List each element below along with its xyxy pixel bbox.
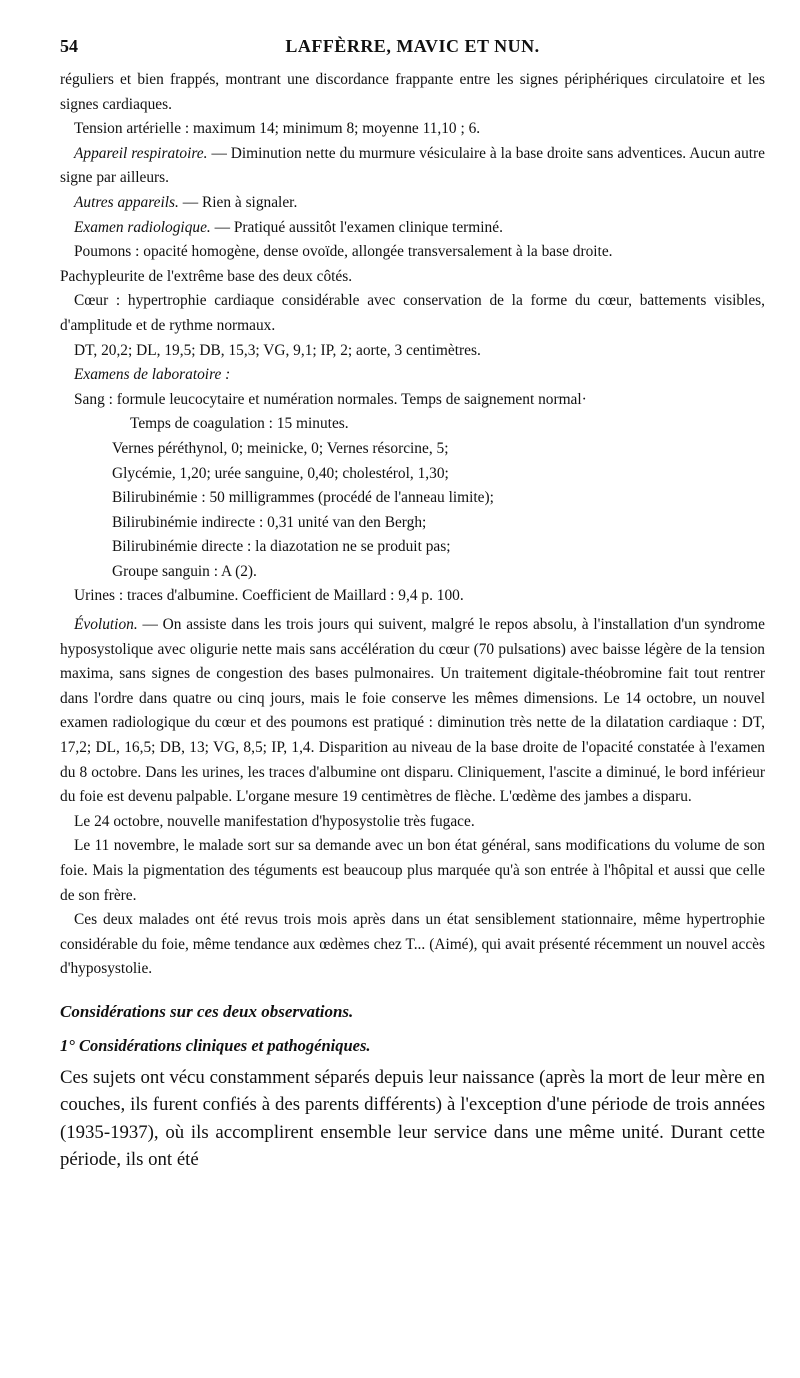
paragraph <box>60 216 765 241</box>
paragraph: Ces sujets ont vécu constamment séparés depuis leur naissance (après la mort de leur mère en couches, ils furent confiés à des parents différents) à l'exception d'une période de trois années (1935-1937), où ils accomplirent ensemble leur service dans une même unité. Durant cette période, ils ont été <box>60 1066 765 1171</box>
paragraph-text: — Rien à signaler. <box>178 193 298 211</box>
paragraph: DT, 20,2; DL, 19,5; DB, 15,3; VG, 9,1; IP, 2; aorte, 3 centimètres. <box>74 341 481 359</box>
paragraph-label: Appareil respiratoire. <box>74 144 208 162</box>
lab-urines: Urines : traces d'albumine. Coefficient de Maillard : 9,4 p. 100. <box>74 587 464 605</box>
lab-sang-list <box>60 412 765 584</box>
lab-line: Glycémie, 1,20; urée sanguine, 0,40; cholestérol, 1,30; <box>112 464 449 482</box>
lab-sang: Sang : formule leucocytaire et numération normales. Temps de saignement normal· <box>74 390 587 408</box>
lab-line: Bilirubinémie directe : la diazotation ne se produit pas; <box>112 538 451 556</box>
paragraph-text: — Diminution nette du murmure vésiculaire à la base droite sans adventices. Aucun autre signe par ailleurs. <box>60 144 766 187</box>
page <box>60 28 765 1174</box>
paragraph-text: — Pratiqué aussitôt l'examen clinique terminé. <box>210 218 503 236</box>
paragraph <box>60 142 765 191</box>
lab-line: Bilirubinémie indirecte : 0,31 unité van den Bergh; <box>112 513 427 531</box>
paragraph-label: Examen radiologique. <box>74 218 211 236</box>
lab-line: Vernes péréthynol, 0; meinicke, 0; Vernes résorcine, 5; <box>112 439 449 457</box>
lab-line: Temps de coagulation : 15 minutes. <box>130 415 349 433</box>
section-body <box>60 1064 765 1174</box>
page-header <box>60 28 765 68</box>
paragraph <box>60 191 765 216</box>
body-text <box>60 68 765 982</box>
page-number: 54 <box>60 36 78 56</box>
paragraph: réguliers et bien frappés, montrant une discordance frappante entre les signes périphériques circulatoire et les signes cardiaques. <box>60 71 765 113</box>
lab-line: Bilirubinémie : 50 milligrammes (procédé de l'anneau limite); <box>112 489 494 507</box>
lab-line: Groupe sanguin : A (2). <box>112 562 257 580</box>
paragraph: Pachypleurite de l'extrême base des deux côtés. <box>60 267 353 285</box>
section-title: Considérations sur ces deux observations. <box>60 1001 354 1021</box>
paragraph-label: Autres appareils. <box>74 193 179 211</box>
paragraph-label: Examens de laboratoire : <box>74 366 231 384</box>
paragraph: Le 11 novembre, le malade sort sur sa demande avec un bon état général, sans modifications du volume de son foie. Mais la pigmentation des téguments est beaucoup plus marquée qu'à son entrée à l'hôpital et aussi que celle de son frère. <box>60 837 765 904</box>
paragraph: Cœur : hypertrophie cardiaque considérable avec conservation de la forme du cœur, battements visibles, d'amplitude et de rythme normaux. <box>60 292 765 334</box>
paragraph-text: — On assiste dans les trois jours qui suivent, malgré le repos absolu, à l'installation d'un syndrome hyposystolique avec oligurie nette mais sans accélération du cœur (70 pulsations) avec baisse légère de la tension maxima, sans signes de congestion des bases pulmonaires. Un traitement digitale-théobromine fait tout rentrer dans l'ordre dans quatre ou cinq jours, mais le foie conserve les mêmes dimensions. Le 14 octobre, un nouvel examen radiologique du cœur et des poumons est pratiqué : diminution très nette de la dilatation cardiaque : DT, 17,2; DL, 16,5; DB, 13; VG, 8,5; IP, 1,4. Disparition au niveau de la base droite de l'opacité constatée à l'examen du 8 octobre. Dans les urines, les traces d'albumine ont disparu. Cliniquement, l'ascite a diminué, le bord inférieur du foie est devenu palpable. L'organe mesure 19 centimètres de flèche. L'œdème des jambes a disparu. <box>60 616 765 806</box>
paragraph: Poumons : opacité homogène, dense ovoïde, allongée transversalement à la base droite. <box>74 243 613 261</box>
running-head: LAFFÈRRE, MAVIC ET NUN. <box>285 36 540 56</box>
paragraph-label: Évolution. <box>74 616 138 634</box>
paragraph: Tension artérielle : maximum 14; minimum 8; moyenne 11,10 ; 6. <box>74 120 481 138</box>
paragraph: Le 24 octobre, nouvelle manifestation d'hyposystolie très fugace. <box>74 812 475 830</box>
subsection-title: 1° Considérations cliniques et pathogéniques. <box>60 1035 371 1055</box>
paragraph: Ces deux malades ont été revus trois mois après dans un état sensiblement stationnaire, même hypertrophie considérable du foie, même tendance aux œdèmes chez T... (Aimé), qui avait présenté récemment un nouvel accès d'hyposystolie. <box>60 911 765 978</box>
paragraph <box>60 613 765 810</box>
